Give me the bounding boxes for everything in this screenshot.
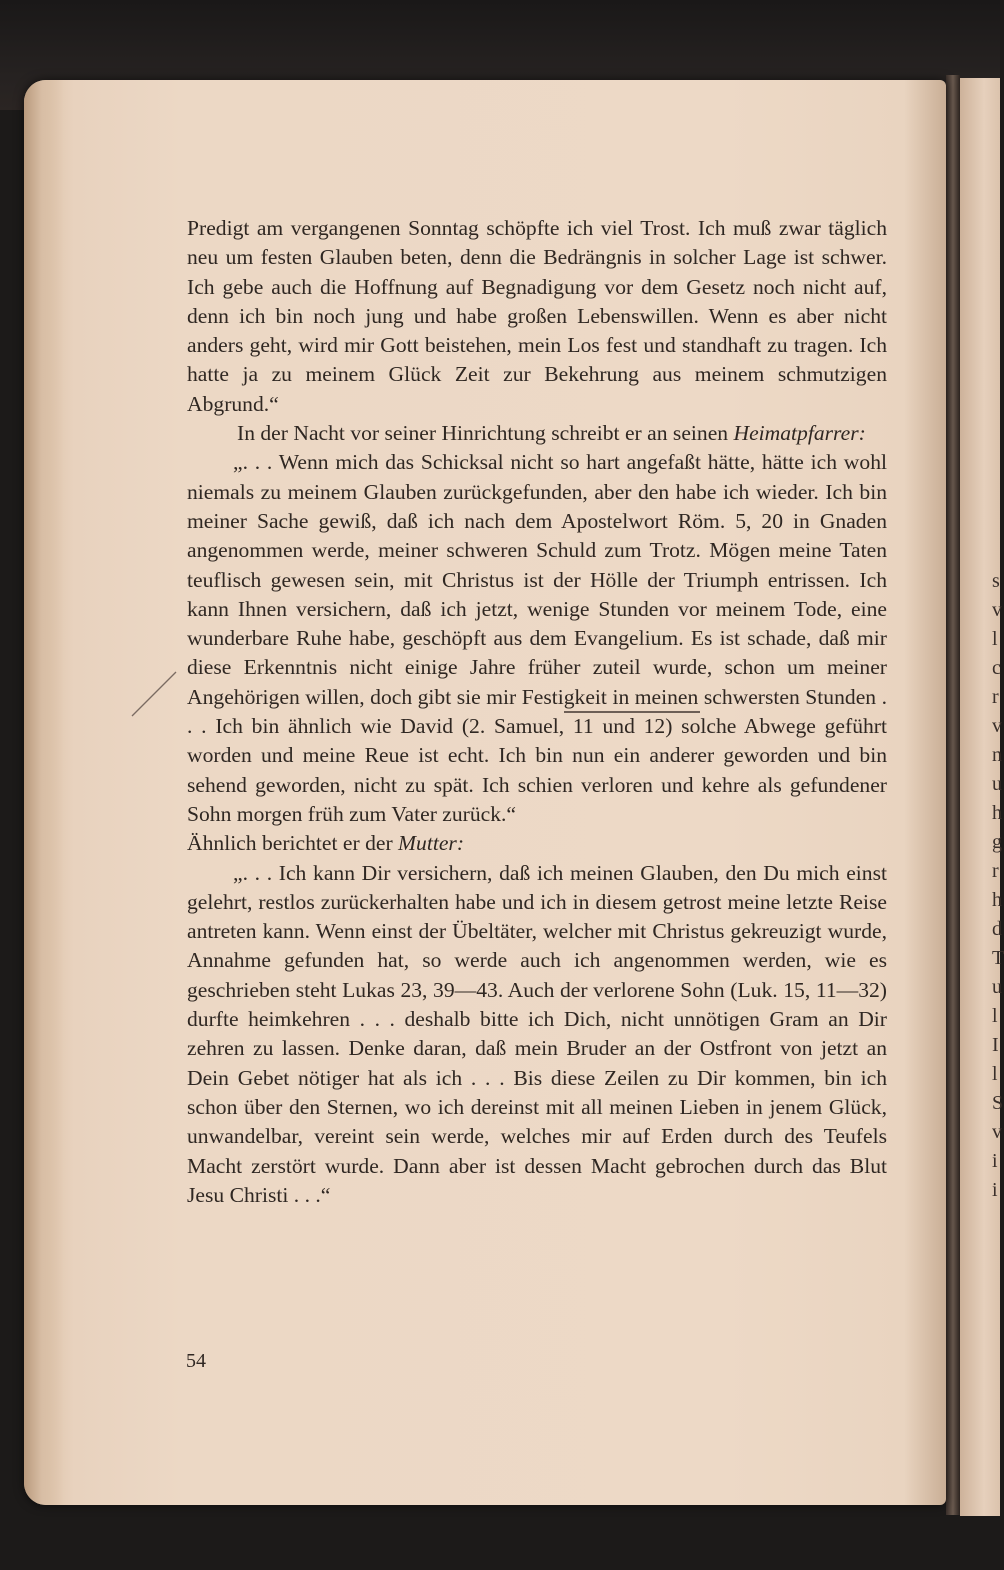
paragraph	[187, 448, 887, 829]
next-page-letter: r	[992, 860, 999, 882]
next-page-letter: I	[992, 1034, 999, 1056]
paragraph	[187, 829, 887, 858]
next-page-letter: i	[992, 1179, 998, 1201]
next-page-letter: u	[992, 773, 1002, 795]
text-segment: Predigt am vergangenen Sonntag schöpfte ich viel Trost. Ich muß zwar täglich neu um festen Glauben beten, denn die Bedrängnis in solcher Lage ist schwer. Ich gebe auch die Hoffnung auf Begnadigung vor dem Gesetz noch nicht auf, denn ich bin noch jung und habe großen Lebenswillen. Wenn es aber nicht anders geht, wird mir Gott beistehen, mein Los fest und standhaft zu tragen. Ich hatte ja zu meinem Glück Zeit zur Bekehrung aus meinem schmutzigen Abgrund.“	[187, 216, 887, 416]
next-page-edge	[960, 78, 1004, 1516]
next-page-letter: i	[992, 1150, 998, 1172]
page-left-edge	[24, 80, 64, 1505]
next-page-letter: v	[992, 1121, 1002, 1143]
next-page-letter: l	[992, 1063, 998, 1085]
next-page-letter: n	[992, 744, 1002, 766]
next-page-letter: d	[992, 918, 1002, 940]
text-segment: „. . . Ich kann Dir versichern, daß ich meinen Glauben, den Du mich einst gelehrt, restlos zurückerhalten habe und ich in diesem getrost meine letzte Reise antreten kann. Wenn einst der Übeltäter, welcher mit Christus gekreuzigt wurde, Annahme gefunden hat, so werde auch ich angenommen werden, wie es geschrieben steht Lukas 23, 39—43. Auch der verlorene Sohn (Luk. 15, 11—32) durfte heimkehren . . . deshalb bitte ich Dich, nicht unnötigen Gram an Dir zehren zu lassen. Denke daran, daß mein Bruder an der Ostfront von jetzt an Dein Gebet nötiger hat als ich . . . Bis diese Zeilen zu Dir kommen, bin ich schon über den Sternen, wo ich dereinst mit all meinen Lieben in jenem Glück, unwandelbar, vereint sein werde, welches mir auf Erden durch des Teufels Macht zerstört wurde. Dann aber ist dessen Macht gebrochen durch das Blut Jesu Christi . . .“	[187, 860, 887, 1207]
pencil-mark	[128, 668, 180, 720]
next-page-letter: S	[992, 1092, 1004, 1114]
page-number: 54	[186, 1350, 206, 1372]
next-page-letter: T	[992, 947, 1004, 969]
pencil-underline	[564, 711, 700, 713]
italic-text: Mutter:	[398, 831, 465, 856]
book-gutter	[946, 75, 960, 1515]
next-page-letter: g	[992, 831, 1002, 853]
page-body	[187, 214, 887, 1210]
next-page-letter: u	[992, 976, 1002, 998]
next-page-letter: r	[992, 686, 999, 708]
next-page-letter: h	[992, 889, 1002, 911]
text-segment: In der Nacht vor seiner Hinrichtung schreibt er an seinen	[237, 421, 734, 446]
text-segment: Ähnlich berichtet er der	[187, 831, 399, 856]
next-page-letter: l	[992, 628, 998, 650]
next-page-letter: l	[992, 1005, 998, 1027]
next-page-letter: h	[992, 802, 1002, 824]
next-page-letter: v	[992, 715, 1002, 737]
paragraph	[187, 214, 887, 419]
text-segment: „. . . Wenn mich das Schicksal nicht so hart angefaßt hätte, hätte ich wohl niemals zu meinem Glauben zurückgefunden, aber den habe ich wieder. Ich bin meiner Sache gewiß, daß ich nach dem Apostelwort Röm. 5, 20 in Gnaden angenommen werde, meiner schweren Schuld zum Trotz. Mögen meine Taten teuflisch gewesen sein, mit Christus ist der Hölle der Triumph entrissen. Ich kann Ihnen versichern, daß ich jetzt, wenige Stunden vor meinem Tode, eine wunderbare Ruhe habe, geschöpft aus dem Evangelium. Es ist schade, daß mir diese Erkenntnis nicht einige Jahre früher zuteil wurde, schon um meiner Angehörigen willen, doch gibt sie mir Festigkeit in meinen schwersten Stunden . . . Ich bin ähnlich wie David (2. Samuel, 11 und 12) solche Abwege geführt worden und meine Reue ist echt. Ich bin nun ein anderer geworden und bin sehend geworden, nicht zu spät. Ich schien verloren und kehre als gefundener Sohn morgen früh zum Vater zurück.“	[187, 450, 887, 826]
next-page-letter: v	[992, 599, 1002, 621]
paragraph	[187, 859, 887, 1211]
next-page-letter: s	[992, 570, 1000, 592]
italic-text: Heimatpfarrer:	[733, 421, 866, 446]
next-page-letter: c	[992, 657, 1001, 679]
paragraph	[187, 419, 887, 448]
